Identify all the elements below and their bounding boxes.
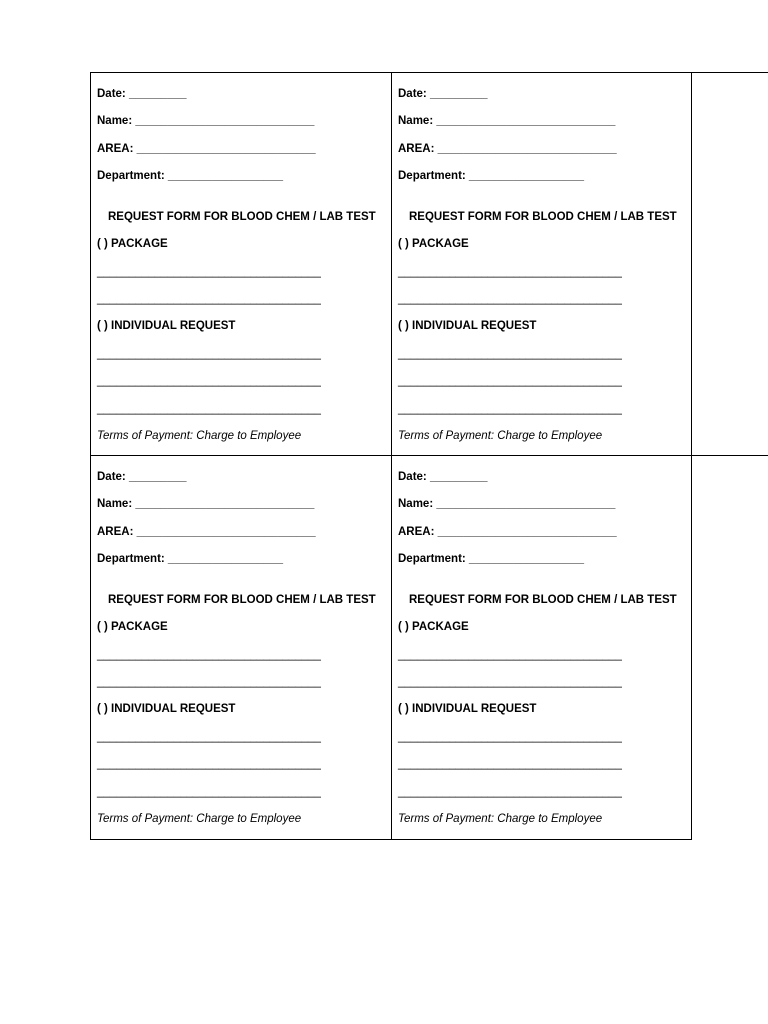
request-line[interactable]: ___________________________________ — [97, 403, 321, 415]
department-field[interactable]: Department: __________________ — [398, 170, 585, 182]
form-title: REQUEST FORM FOR BLOOD CHEM / LAB TEST — [409, 594, 677, 606]
request-line[interactable]: ___________________________________ — [97, 758, 321, 770]
package-line[interactable]: ___________________________________ — [97, 293, 321, 305]
request-line[interactable]: ___________________________________ — [97, 731, 321, 743]
package-line[interactable]: ___________________________________ — [97, 676, 321, 688]
request-form-card — [91, 456, 392, 839]
request-line[interactable]: ___________________________________ — [398, 731, 622, 743]
form-title: REQUEST FORM FOR BLOOD CHEM / LAB TEST — [108, 211, 376, 223]
payment-terms: Terms of Payment: Charge to Employee — [97, 430, 302, 442]
request-form-card — [91, 73, 392, 456]
top-border-extension — [692, 72, 768, 73]
department-field[interactable]: Department: __________________ — [97, 170, 284, 182]
request-line[interactable]: ___________________________________ — [97, 375, 321, 387]
form-title: REQUEST FORM FOR BLOOD CHEM / LAB TEST — [108, 594, 376, 606]
individual-request-option[interactable]: ( ) INDIVIDUAL REQUEST — [97, 320, 236, 332]
middle-border-extension — [692, 455, 768, 456]
payment-terms: Terms of Payment: Charge to Employee — [398, 813, 603, 825]
form-title: REQUEST FORM FOR BLOOD CHEM / LAB TEST — [409, 211, 677, 223]
department-field[interactable]: Department: __________________ — [398, 553, 585, 565]
payment-terms: Terms of Payment: Charge to Employee — [398, 430, 603, 442]
request-line[interactable]: ___________________________________ — [97, 786, 321, 798]
area-field[interactable]: AREA: ____________________________ — [398, 143, 617, 155]
date-field[interactable]: Date: _________ — [398, 471, 488, 483]
request-line[interactable]: ___________________________________ — [398, 403, 622, 415]
request-forms-grid — [90, 72, 692, 840]
area-field[interactable]: AREA: ____________________________ — [97, 526, 316, 538]
individual-request-option[interactable]: ( ) INDIVIDUAL REQUEST — [398, 320, 537, 332]
package-option[interactable]: ( ) PACKAGE — [398, 238, 469, 250]
name-field[interactable]: Name: ____________________________ — [97, 498, 315, 510]
area-field[interactable]: AREA: ____________________________ — [97, 143, 316, 155]
department-field[interactable]: Department: __________________ — [97, 553, 284, 565]
area-field[interactable]: AREA: ____________________________ — [398, 526, 617, 538]
name-field[interactable]: Name: ____________________________ — [97, 115, 315, 127]
date-field[interactable]: Date: _________ — [97, 88, 187, 100]
package-line[interactable]: ___________________________________ — [398, 676, 622, 688]
package-option[interactable]: ( ) PACKAGE — [97, 621, 168, 633]
package-line[interactable]: ___________________________________ — [398, 293, 622, 305]
package-line[interactable]: ___________________________________ — [97, 266, 321, 278]
request-line[interactable]: ___________________________________ — [398, 348, 622, 360]
request-line[interactable]: ___________________________________ — [398, 786, 622, 798]
request-line[interactable]: ___________________________________ — [398, 758, 622, 770]
request-form-card — [392, 73, 692, 456]
request-line[interactable]: ___________________________________ — [97, 348, 321, 360]
request-line[interactable]: ___________________________________ — [398, 375, 622, 387]
payment-terms: Terms of Payment: Charge to Employee — [97, 813, 302, 825]
package-line[interactable]: ___________________________________ — [97, 649, 321, 661]
package-line[interactable]: ___________________________________ — [398, 649, 622, 661]
date-field[interactable]: Date: _________ — [398, 88, 488, 100]
name-field[interactable]: Name: ____________________________ — [398, 115, 616, 127]
package-option[interactable]: ( ) PACKAGE — [97, 238, 168, 250]
individual-request-option[interactable]: ( ) INDIVIDUAL REQUEST — [398, 703, 537, 715]
name-field[interactable]: Name: ____________________________ — [398, 498, 616, 510]
individual-request-option[interactable]: ( ) INDIVIDUAL REQUEST — [97, 703, 236, 715]
request-form-card — [392, 456, 692, 839]
package-line[interactable]: ___________________________________ — [398, 266, 622, 278]
date-field[interactable]: Date: _________ — [97, 471, 187, 483]
package-option[interactable]: ( ) PACKAGE — [398, 621, 469, 633]
